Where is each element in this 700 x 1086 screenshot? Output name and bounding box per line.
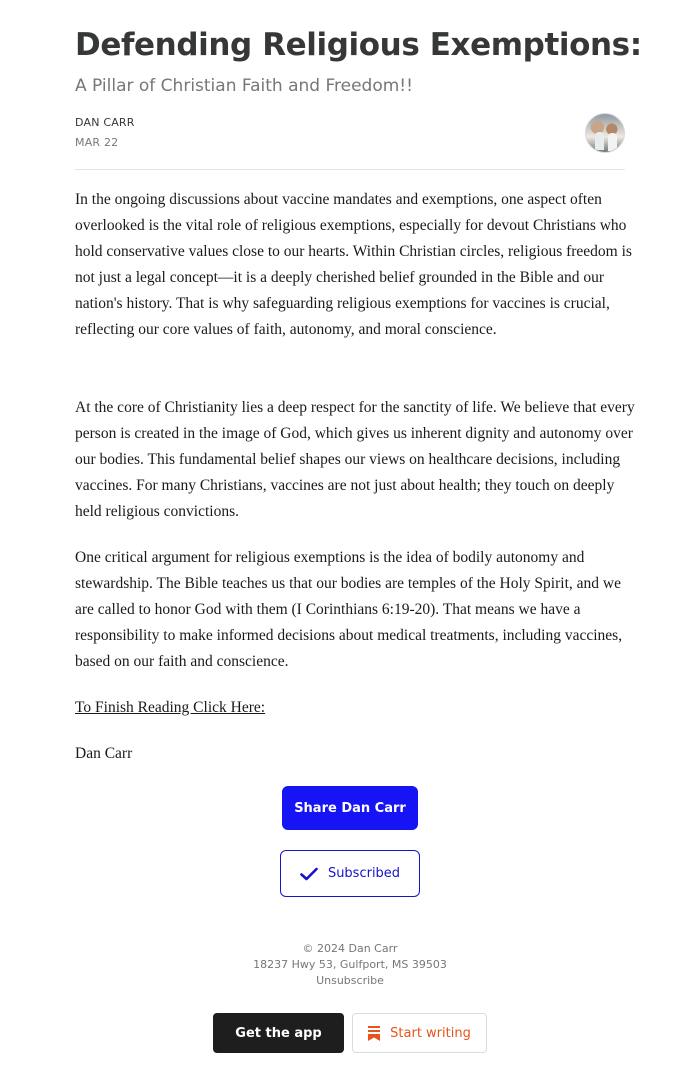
get-the-app-button[interactable] bbox=[213, 1013, 344, 1053]
post-title: Defending Religious Exemptions: bbox=[75, 27, 642, 63]
start-writing-label: Start writing bbox=[390, 1025, 471, 1041]
finish-reading-link[interactable]: To Finish Reading Click Here: bbox=[75, 699, 266, 716]
checkmark-icon bbox=[300, 867, 318, 881]
start-writing-button[interactable] bbox=[352, 1013, 487, 1053]
avatar-figure bbox=[608, 133, 617, 151]
footer-address: 18237 Hwy 53, Gulfport, MS 39503 bbox=[253, 958, 447, 971]
author-name[interactable]: DAN CARR bbox=[75, 116, 135, 129]
unsubscribe-link[interactable]: Unsubscribe bbox=[316, 974, 384, 987]
post-subtitle: A Pillar of Christian Faith and Freedom!! bbox=[75, 76, 413, 96]
author-avatar[interactable] bbox=[585, 113, 625, 153]
get-the-app-label: Get the app bbox=[235, 1025, 322, 1041]
article-paragraph: At the core of Christianity lies a deep respect for the sanctity of life. We believe that every person is created in the image of God, which gives us inherent dignity and autonomy over our bodies. This fundamental belief shapes our views on healthcare decisions, including vaccines. For many Christians, vaccines are not just about health; they touch on deeply held religious convictions. bbox=[75, 399, 635, 520]
substack-bookmark-icon bbox=[368, 1026, 380, 1041]
subscribed-button-label: Subscribed bbox=[327, 866, 401, 881]
share-button[interactable] bbox=[282, 786, 418, 830]
signature: Dan Carr bbox=[75, 745, 133, 762]
subscribed-button[interactable] bbox=[280, 850, 420, 897]
article-paragraph: In the ongoing discussions about vaccine mandates and exemptions, one aspect often overlooked is the vital role of religious exemptions, especially for devout Christians who hold conservative values close to our hearts. Within Christian circles, religious freedom is not just a legal concept—it is a deeply cherished belief grounded in the Bible and our nation's history. That is why safeguarding religious exemptions for vaccines is crucial, reflecting our core values of faith, autonomy, and moral conscience. bbox=[75, 191, 632, 338]
header-divider bbox=[75, 169, 625, 170]
footer-copyright: © 2024 Dan Carr bbox=[302, 942, 398, 955]
avatar-figure bbox=[595, 132, 604, 150]
post-date: MAR 22 bbox=[75, 136, 119, 149]
article-paragraph: One critical argument for religious exemptions is the idea of bodily autonomy and stewardship. The Bible teaches us that our bodies are temples of the Holy Spirit, and we are called to honor God with them (I Corinthians 6:19-20). That means we have a responsibility to make informed decisions about medical treatments, including vaccines, based on our faith and conscience. bbox=[75, 549, 623, 670]
share-button-label: Share Dan Carr bbox=[294, 800, 406, 816]
